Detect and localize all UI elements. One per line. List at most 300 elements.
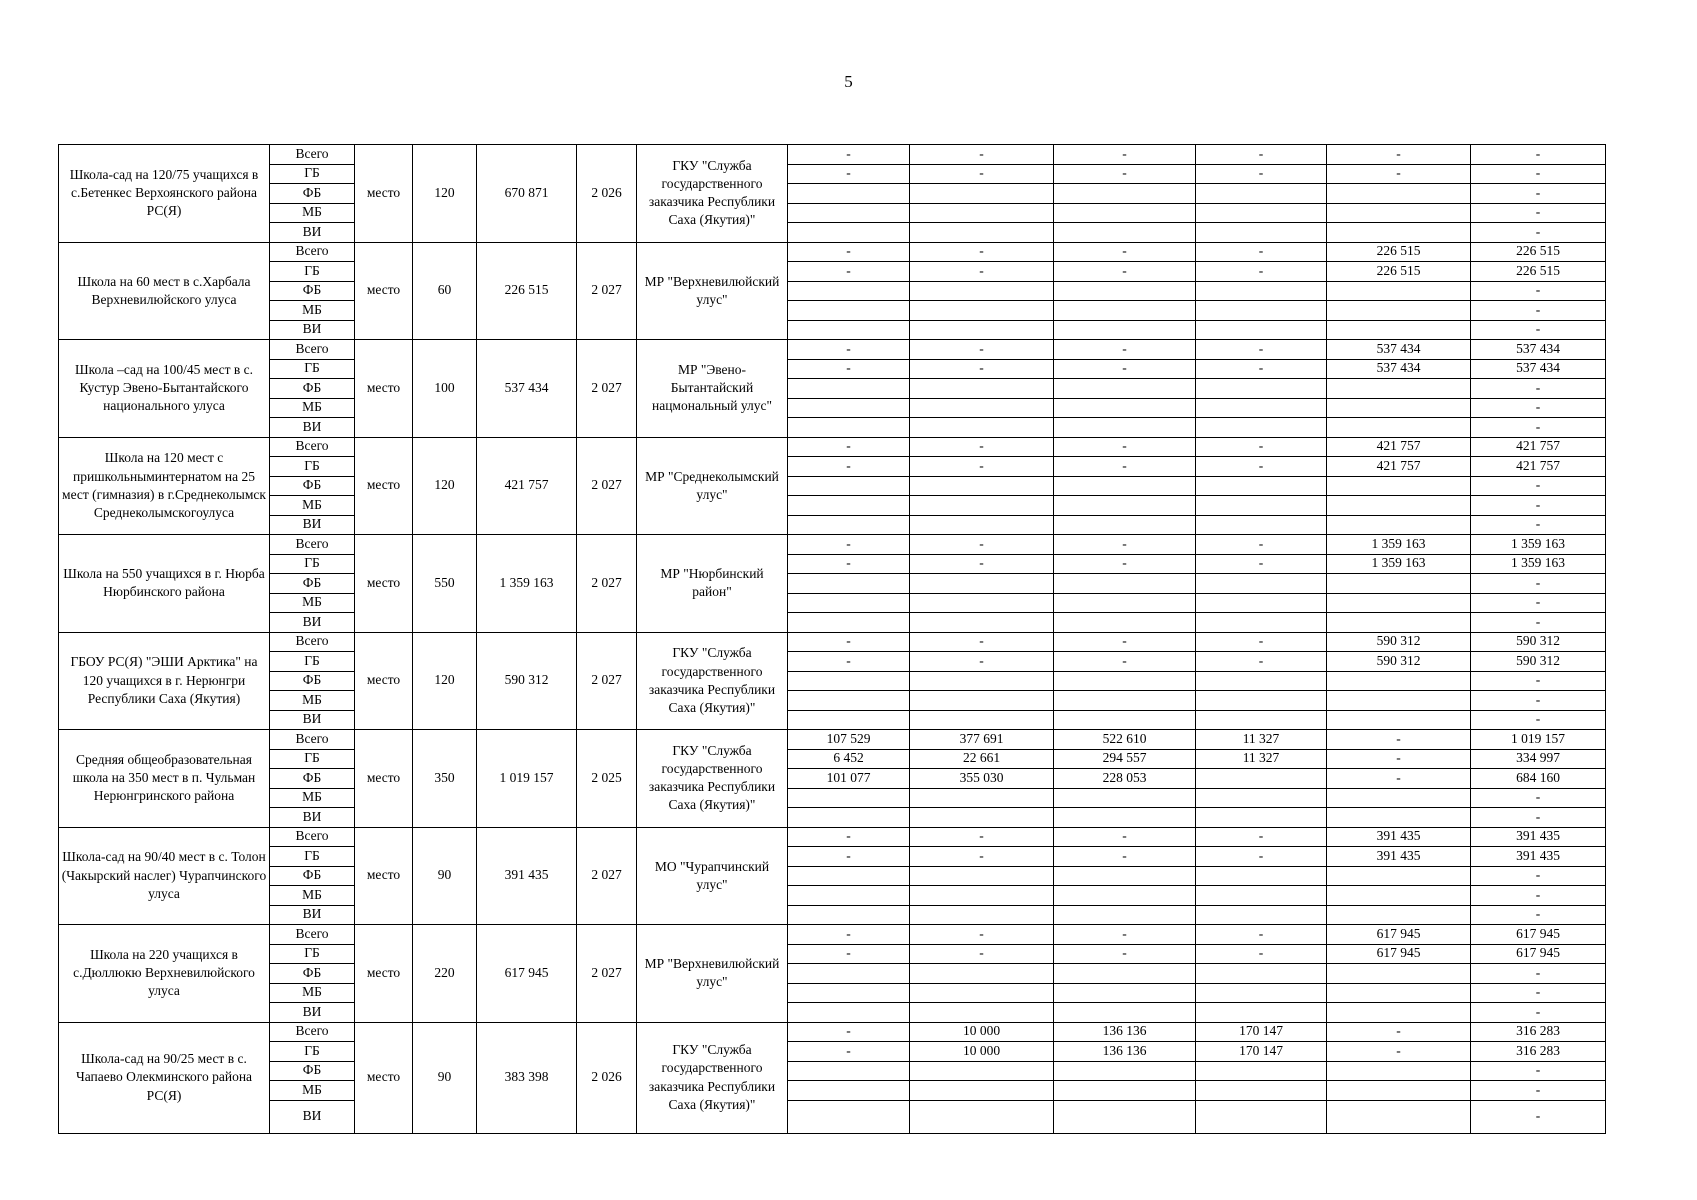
funding-source-label: ВИ [270, 1003, 355, 1023]
value-cell: - [1471, 1081, 1606, 1101]
table-row [59, 262, 1606, 282]
value-cell [788, 1003, 910, 1023]
capacity-cell: 350 [413, 730, 477, 828]
year-cell: 2 027 [577, 535, 637, 633]
project-name: Школа –сад на 100/45 мест в с. Кустур Эвено-Бытантайского национального улуса [59, 340, 270, 438]
value-cell: - [788, 632, 910, 652]
funding-source-label: Всего [270, 145, 355, 165]
value-cell: - [910, 944, 1054, 964]
value-cell [788, 301, 910, 321]
value-cell [1054, 886, 1196, 906]
value-cell [1196, 769, 1327, 789]
funding-source-label: ФБ [270, 281, 355, 301]
value-cell [910, 1061, 1054, 1081]
value-cell [1054, 593, 1196, 613]
value-cell [1054, 515, 1196, 535]
value-cell: - [1471, 398, 1606, 418]
value-cell [1196, 691, 1327, 711]
value-cell: 6 452 [788, 749, 910, 769]
value-cell: 226 515 [1471, 262, 1606, 282]
value-cell [1196, 808, 1327, 828]
value-cell: - [788, 359, 910, 379]
value-cell [1196, 496, 1327, 516]
table-row [59, 574, 1606, 594]
value-cell: - [1327, 1022, 1471, 1042]
value-cell: - [910, 359, 1054, 379]
value-cell [910, 983, 1054, 1003]
value-cell [1196, 379, 1327, 399]
funding-source-label: ГБ [270, 944, 355, 964]
table-row [59, 242, 1606, 262]
table-row [59, 925, 1606, 945]
table-row [59, 184, 1606, 204]
value-cell [910, 1003, 1054, 1023]
cost-cell: 1 019 157 [477, 730, 577, 828]
value-cell: - [1471, 301, 1606, 321]
value-cell: 391 435 [1471, 827, 1606, 847]
value-cell: 522 610 [1054, 730, 1196, 750]
value-cell [1327, 983, 1471, 1003]
table-row [59, 788, 1606, 808]
table-row [59, 613, 1606, 633]
table-row [59, 554, 1606, 574]
value-cell [1196, 1003, 1327, 1023]
value-cell: - [1327, 749, 1471, 769]
value-cell: 617 945 [1471, 944, 1606, 964]
funding-source-label: ГБ [270, 749, 355, 769]
value-cell: - [1054, 535, 1196, 555]
value-cell [910, 574, 1054, 594]
value-cell: - [910, 827, 1054, 847]
value-cell: - [788, 1022, 910, 1042]
funding-source-label: МБ [270, 691, 355, 711]
customer-cell: ГКУ "Служба государственного заказчика Республики Саха (Якутия)" [637, 730, 788, 828]
value-cell [788, 379, 910, 399]
funding-source-label: ФБ [270, 964, 355, 984]
value-cell: - [910, 554, 1054, 574]
table-row [59, 769, 1606, 789]
year-cell: 2 026 [577, 1022, 637, 1133]
table-row [59, 281, 1606, 301]
value-cell [1327, 203, 1471, 223]
table-row [59, 886, 1606, 906]
value-cell [1327, 866, 1471, 886]
value-cell: 10 000 [910, 1042, 1054, 1062]
value-cell [788, 418, 910, 438]
funding-source-label: МБ [270, 983, 355, 1003]
value-cell [788, 184, 910, 204]
value-cell [1054, 203, 1196, 223]
value-cell [788, 886, 910, 906]
year-cell: 2 027 [577, 437, 637, 535]
funding-source-label: ГБ [270, 554, 355, 574]
value-cell [1327, 1081, 1471, 1101]
value-cell [1327, 476, 1471, 496]
table-row [59, 652, 1606, 672]
table-row [59, 1100, 1606, 1133]
value-cell: - [1054, 164, 1196, 184]
funding-source-label: ГБ [270, 359, 355, 379]
value-cell: - [1471, 184, 1606, 204]
value-cell: - [910, 340, 1054, 360]
value-cell [1196, 788, 1327, 808]
funding-source-label: МБ [270, 496, 355, 516]
table-row [59, 476, 1606, 496]
funding-source-label: ВИ [270, 1100, 355, 1133]
value-cell: - [910, 457, 1054, 477]
table-row [59, 905, 1606, 925]
table-row [59, 866, 1606, 886]
value-cell: 11 327 [1196, 749, 1327, 769]
value-cell: - [1196, 359, 1327, 379]
value-cell: - [910, 145, 1054, 165]
value-cell: - [1327, 1042, 1471, 1062]
value-cell: 316 283 [1471, 1042, 1606, 1062]
value-cell: - [1054, 554, 1196, 574]
unit-cell: место [355, 242, 413, 340]
funding-source-label: ФБ [270, 184, 355, 204]
value-cell: 590 312 [1327, 652, 1471, 672]
value-cell [1327, 671, 1471, 691]
customer-cell: МР "Верхневилюйский улус" [637, 242, 788, 340]
value-cell [1327, 379, 1471, 399]
table-row [59, 671, 1606, 691]
value-cell: - [1471, 515, 1606, 535]
value-cell: - [1327, 164, 1471, 184]
value-cell: - [1327, 730, 1471, 750]
value-cell: 1 359 163 [1327, 535, 1471, 555]
table-row [59, 340, 1606, 360]
value-cell: - [1054, 359, 1196, 379]
value-cell: - [1054, 242, 1196, 262]
value-cell [1196, 574, 1327, 594]
value-cell [1327, 691, 1471, 711]
value-cell: - [1054, 340, 1196, 360]
value-cell: - [1054, 652, 1196, 672]
value-cell: - [788, 437, 910, 457]
value-cell [1327, 886, 1471, 906]
value-cell [788, 203, 910, 223]
capacity-cell: 220 [413, 925, 477, 1023]
unit-cell: место [355, 632, 413, 730]
project-name: Школа-сад на 120/75 учащихся в с.Бетенкес Верхоянского района РС(Я) [59, 145, 270, 243]
value-cell: - [788, 340, 910, 360]
unit-cell: место [355, 827, 413, 925]
value-cell [910, 320, 1054, 340]
project-name: Средняя общеобразовательная школа на 350 мест в п. Чульман Нерюнгринского района [59, 730, 270, 828]
value-cell [1196, 223, 1327, 243]
value-cell [788, 1081, 910, 1101]
value-cell: - [1471, 710, 1606, 730]
funding-source-label: ВИ [270, 808, 355, 828]
value-cell: 617 945 [1471, 925, 1606, 945]
unit-cell: место [355, 145, 413, 243]
value-cell: - [1196, 340, 1327, 360]
value-cell: - [788, 145, 910, 165]
value-cell: - [1196, 437, 1327, 457]
value-cell [1054, 281, 1196, 301]
unit-cell: место [355, 535, 413, 633]
value-cell: - [1196, 242, 1327, 262]
value-cell: - [1471, 671, 1606, 691]
value-cell: - [910, 847, 1054, 867]
value-cell: 228 053 [1054, 769, 1196, 789]
funding-source-label: ГБ [270, 847, 355, 867]
value-cell [910, 418, 1054, 438]
value-cell: - [788, 242, 910, 262]
value-cell [788, 691, 910, 711]
value-cell [1327, 905, 1471, 925]
value-cell [788, 964, 910, 984]
customer-cell: МР "Среднеколымский улус" [637, 437, 788, 535]
value-cell: 684 160 [1471, 769, 1606, 789]
customer-cell: МО "Чурапчинский улус" [637, 827, 788, 925]
funding-source-label: МБ [270, 593, 355, 613]
value-cell: 537 434 [1327, 359, 1471, 379]
value-cell [788, 613, 910, 633]
table-row [59, 496, 1606, 516]
value-cell [1196, 886, 1327, 906]
value-cell [788, 476, 910, 496]
customer-cell: МР "Нюрбинский район" [637, 535, 788, 633]
cost-cell: 421 757 [477, 437, 577, 535]
value-cell: - [1471, 593, 1606, 613]
value-cell [788, 671, 910, 691]
value-cell: - [1196, 652, 1327, 672]
funding-source-label: ГБ [270, 262, 355, 282]
value-cell [1327, 613, 1471, 633]
value-cell [910, 866, 1054, 886]
value-cell: 11 327 [1196, 730, 1327, 750]
value-cell: 421 757 [1327, 437, 1471, 457]
value-cell [1327, 418, 1471, 438]
value-cell [1196, 320, 1327, 340]
value-cell: - [910, 437, 1054, 457]
customer-cell: ГКУ "Служба государственного заказчика Республики Саха (Якутия)" [637, 1022, 788, 1133]
value-cell [1327, 574, 1471, 594]
table-row [59, 515, 1606, 535]
value-cell [1196, 593, 1327, 613]
value-cell [1054, 574, 1196, 594]
value-cell: - [1054, 847, 1196, 867]
value-cell [1054, 671, 1196, 691]
table-row [59, 964, 1606, 984]
value-cell [788, 223, 910, 243]
capacity-cell: 120 [413, 437, 477, 535]
funding-source-label: ВИ [270, 223, 355, 243]
value-cell: - [788, 827, 910, 847]
value-cell [1196, 301, 1327, 321]
value-cell: 226 515 [1471, 242, 1606, 262]
value-cell [1054, 710, 1196, 730]
value-cell [910, 515, 1054, 535]
value-cell: - [1196, 457, 1327, 477]
value-cell [1196, 905, 1327, 925]
value-cell [910, 886, 1054, 906]
value-cell: - [1196, 925, 1327, 945]
value-cell [910, 184, 1054, 204]
unit-cell: место [355, 925, 413, 1023]
table-row [59, 1081, 1606, 1101]
funding-source-label: Всего [270, 925, 355, 945]
funding-source-label: ФБ [270, 574, 355, 594]
value-cell [1327, 223, 1471, 243]
table-row [59, 379, 1606, 399]
table-row [59, 1003, 1606, 1023]
value-cell [1054, 320, 1196, 340]
value-cell [1327, 964, 1471, 984]
value-cell [910, 281, 1054, 301]
value-cell: 537 434 [1471, 340, 1606, 360]
value-cell: - [1196, 847, 1327, 867]
value-cell: 537 434 [1471, 359, 1606, 379]
value-cell [1054, 964, 1196, 984]
value-cell: 294 557 [1054, 749, 1196, 769]
value-cell [1327, 710, 1471, 730]
value-cell [1327, 1061, 1471, 1081]
value-cell: - [1471, 281, 1606, 301]
table-row [59, 398, 1606, 418]
value-cell: 590 312 [1471, 632, 1606, 652]
funding-source-label: МБ [270, 203, 355, 223]
value-cell: 136 136 [1054, 1022, 1196, 1042]
value-cell: 391 435 [1327, 847, 1471, 867]
value-cell: 170 147 [1196, 1042, 1327, 1062]
value-cell: 391 435 [1327, 827, 1471, 847]
project-name: ГБОУ РС(Я) "ЭШИ Арктика" на 120 учащихся в г. Нерюнгри Республики Саха (Якутия) [59, 632, 270, 730]
value-cell: - [910, 535, 1054, 555]
value-cell: 590 312 [1471, 652, 1606, 672]
value-cell: - [1471, 964, 1606, 984]
project-name: Школа на 60 мест в с.Харбала Верхневилюйского улуса [59, 242, 270, 340]
value-cell [788, 1061, 910, 1081]
value-cell [788, 398, 910, 418]
capacity-cell: 60 [413, 242, 477, 340]
value-cell: - [1471, 886, 1606, 906]
project-name: Школа на 120 мест с пришкольныминтернатом на 25 мест (гимназия) в г.Среднеколымск Среднеколымскогоулуса [59, 437, 270, 535]
value-cell: - [1196, 632, 1327, 652]
value-cell [1196, 281, 1327, 301]
value-cell [1054, 983, 1196, 1003]
value-cell: - [1471, 223, 1606, 243]
funding-source-label: Всего [270, 827, 355, 847]
value-cell: - [1471, 320, 1606, 340]
value-cell [910, 808, 1054, 828]
funding-source-label: Всего [270, 632, 355, 652]
year-cell: 2 027 [577, 242, 637, 340]
value-cell: 391 435 [1471, 847, 1606, 867]
funding-source-label: ВИ [270, 320, 355, 340]
value-cell: 22 661 [910, 749, 1054, 769]
value-cell [1196, 613, 1327, 633]
value-cell: - [1471, 1100, 1606, 1133]
value-cell: - [1471, 691, 1606, 711]
value-cell [788, 983, 910, 1003]
customer-cell: ГКУ "Служба государственного заказчика Республики Саха (Якутия)" [637, 145, 788, 243]
table-row [59, 457, 1606, 477]
value-cell: - [788, 164, 910, 184]
year-cell: 2 027 [577, 340, 637, 438]
table-row [59, 944, 1606, 964]
cost-cell: 383 398 [477, 1022, 577, 1133]
value-cell: - [1471, 866, 1606, 886]
funding-source-label: МБ [270, 398, 355, 418]
value-cell [1054, 788, 1196, 808]
funding-source-label: ВИ [270, 613, 355, 633]
customer-cell: МР "Эвено-Бытантайский нацмональный улус" [637, 340, 788, 438]
value-cell [910, 788, 1054, 808]
value-cell: - [910, 925, 1054, 945]
value-cell: 1 359 163 [1471, 554, 1606, 574]
cost-cell: 226 515 [477, 242, 577, 340]
table-row [59, 632, 1606, 652]
project-name: Школа-сад на 90/25 мест в с. Чапаево Олекминского района РС(Я) [59, 1022, 270, 1133]
value-cell: - [910, 242, 1054, 262]
funding-source-label: Всего [270, 242, 355, 262]
value-cell: 1 019 157 [1471, 730, 1606, 750]
value-cell: - [788, 847, 910, 867]
value-cell [1327, 1100, 1471, 1133]
value-cell: 101 077 [788, 769, 910, 789]
project-name: Школа на 550 учащихся в г. Нюрба Нюрбинского района [59, 535, 270, 633]
cost-cell: 617 945 [477, 925, 577, 1023]
value-cell [1054, 496, 1196, 516]
value-cell: - [788, 1042, 910, 1062]
customer-cell: МР "Верхневилюйский улус" [637, 925, 788, 1023]
value-cell [1054, 184, 1196, 204]
year-cell: 2 025 [577, 730, 637, 828]
funding-source-label: ФБ [270, 379, 355, 399]
funding-source-label: ГБ [270, 457, 355, 477]
value-cell [910, 593, 1054, 613]
year-cell: 2 027 [577, 925, 637, 1023]
value-cell: - [1471, 808, 1606, 828]
funding-source-label: ВИ [270, 515, 355, 535]
value-cell: - [788, 457, 910, 477]
value-cell [1054, 691, 1196, 711]
year-cell: 2 026 [577, 145, 637, 243]
unit-cell: место [355, 730, 413, 828]
value-cell [1196, 866, 1327, 886]
year-cell: 2 027 [577, 827, 637, 925]
value-cell [910, 1081, 1054, 1101]
funding-source-label: Всего [270, 535, 355, 555]
funding-source-label: ФБ [270, 866, 355, 886]
capacity-cell: 120 [413, 145, 477, 243]
table-row [59, 535, 1606, 555]
table-row [59, 808, 1606, 828]
value-cell [788, 515, 910, 535]
value-cell: - [1471, 164, 1606, 184]
value-cell: - [910, 164, 1054, 184]
value-cell: 355 030 [910, 769, 1054, 789]
value-cell: - [1196, 827, 1327, 847]
value-cell: - [910, 632, 1054, 652]
value-cell: 590 312 [1327, 632, 1471, 652]
value-cell [1196, 964, 1327, 984]
capacity-cell: 90 [413, 827, 477, 925]
funding-source-label: Всего [270, 437, 355, 457]
cost-cell: 537 434 [477, 340, 577, 438]
value-cell: 226 515 [1327, 242, 1471, 262]
value-cell: - [1054, 632, 1196, 652]
value-cell: - [1054, 262, 1196, 282]
funding-source-label: Всего [270, 340, 355, 360]
funding-source-label: Всего [270, 730, 355, 750]
value-cell: - [910, 262, 1054, 282]
table-row [59, 437, 1606, 457]
table-row [59, 359, 1606, 379]
